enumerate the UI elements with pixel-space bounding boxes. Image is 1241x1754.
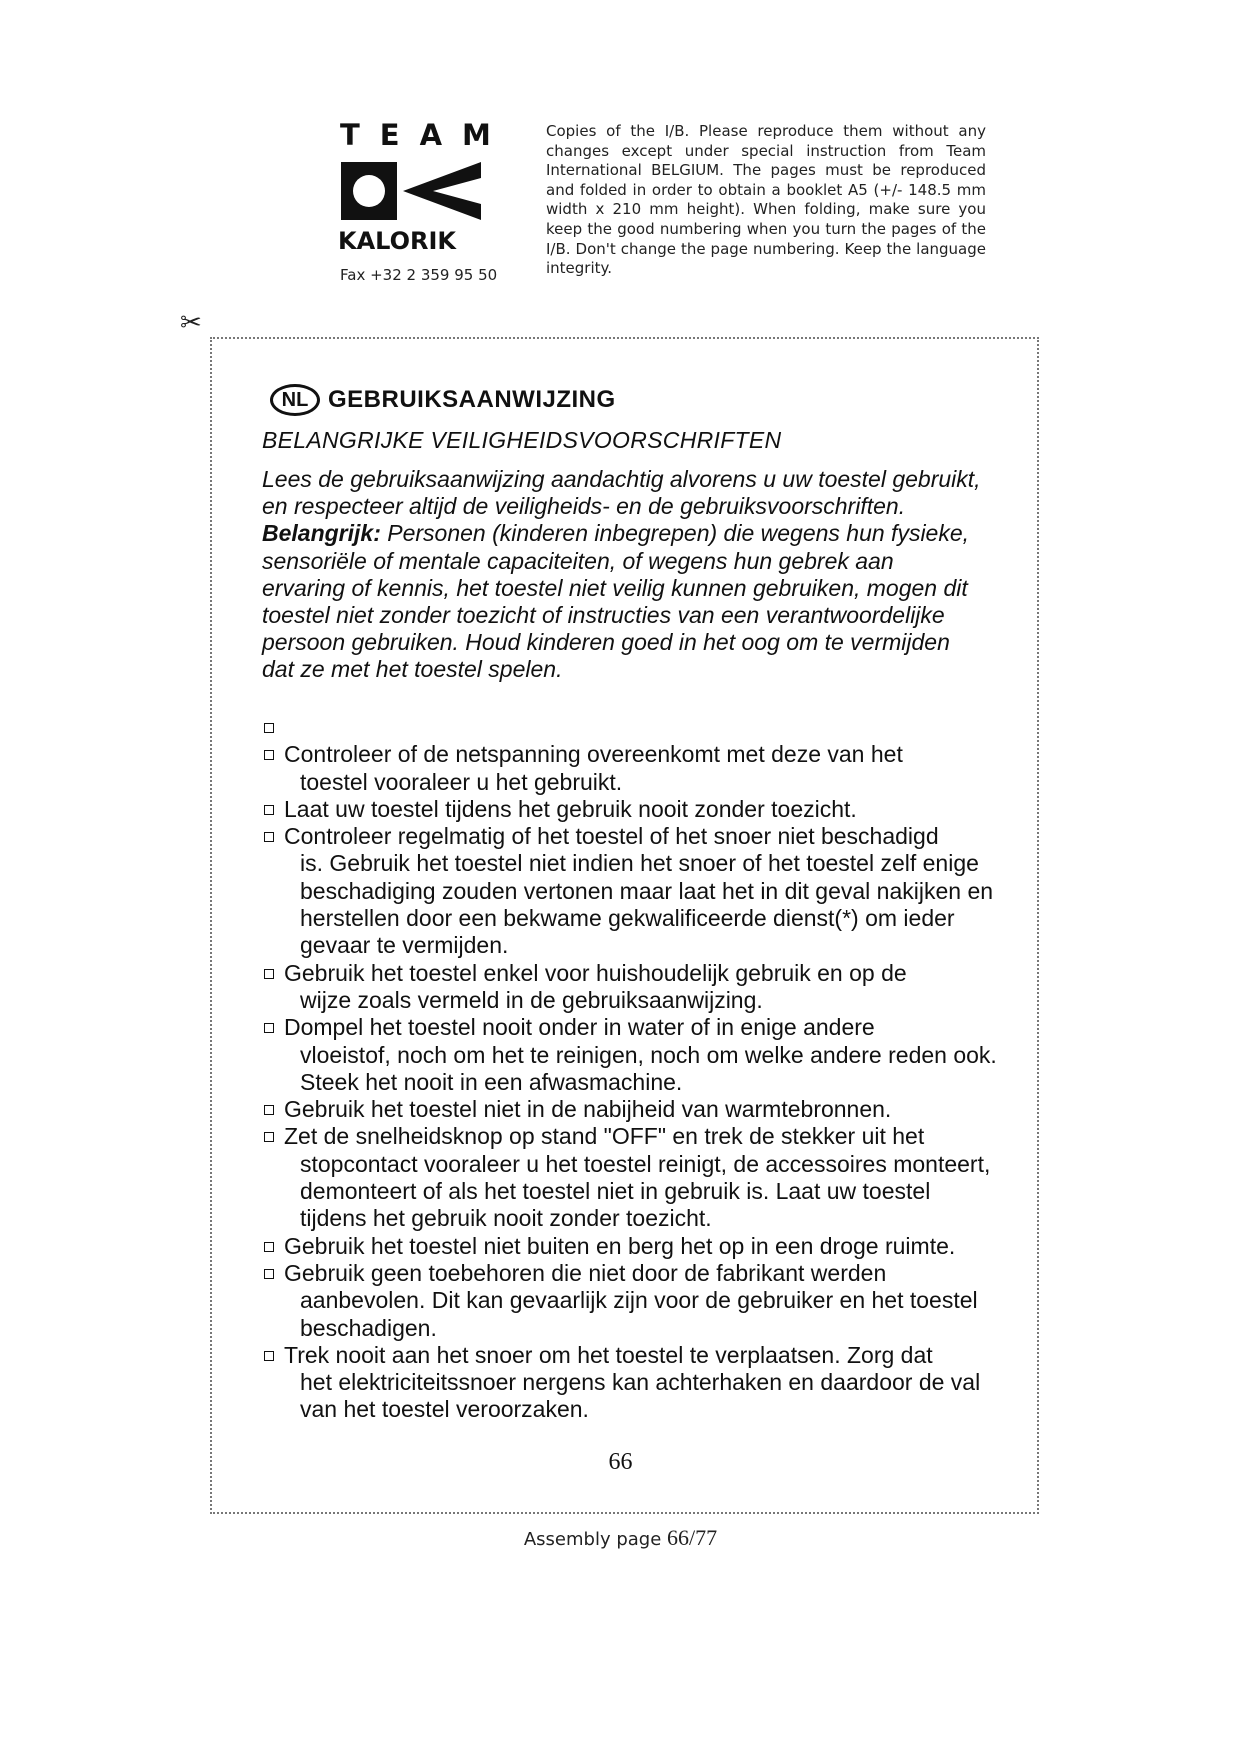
- copy-instructions: Copies of the I/B. Please reproduce them without any changes except under special instruction from Team International BELGIUM. The pages must be reproduced and folded in order to obtain a booklet A5 (+/- 148.5 mm width x 210 mm height). When folding, make sure you keep the good numbering when you turn the pages of the I/B. Don't change the page numbering. Keep the language integrity.: [546, 122, 986, 278]
- checkbox-bullet-icon: [264, 1269, 274, 1279]
- list-item: Gebruik geen toebehoren die niet door de fabrikant werden aanbevolen. Dit kan gevaarlijk zijn voor de gebruiker en het toestel beschadigen.: [262, 1260, 1002, 1342]
- checkbox-bullet-icon: [264, 1242, 274, 1252]
- page-title: GEBRUIKSAANWIJZING: [328, 386, 616, 413]
- list-item: Zet de snelheidsknop op stand "OFF" en trek de stekker uit het stopcontact vooraleer u het toestel reinigt, de accessoires monteert, demonteert of als het toestel niet in gebruik is. Laat uw toestel tijdens het gebruik nooit zonder toezicht.: [262, 1123, 1002, 1232]
- checkbox-bullet-icon: [264, 723, 274, 733]
- important-paragraph: [262, 520, 982, 683]
- checkbox-bullet-icon: [264, 1023, 274, 1033]
- checkbox-bullet-icon: [264, 969, 274, 979]
- checkbox-bullet-icon: [264, 1351, 274, 1361]
- list-item: Laat uw toestel tijdens het gebruik nooit zonder toezicht.: [262, 796, 1002, 823]
- list-item: Gebruik het toestel niet buiten en berg het op in een droge ruimte.: [262, 1233, 1002, 1260]
- list-item: Trek nooit aan het snoer om het toestel te verplaatsen. Zorg dat het elektriciteitssnoer nergens kan achterhaken en daardoor de val van het toestel veroorzaken.: [262, 1342, 1002, 1424]
- logo-kalorik-word: KALORIK: [338, 227, 457, 255]
- checkbox-bullet-icon: [264, 750, 274, 760]
- important-label: Belangrijk:: [262, 520, 381, 547]
- list-item: Controleer of de netspanning overeenkomt met deze van het toestel vooraleer u het gebruikt.: [262, 741, 1002, 796]
- intro-paragraph: Lees de gebruiksaanwijzing aandachtig alvorens u uw toestel gebruikt, en respecteer altijd de veiligheids- en de gebruiksvoorschriften.: [262, 466, 981, 520]
- checkbox-bullet-icon: [264, 1132, 274, 1142]
- logo-team-word: TEAM: [340, 118, 511, 152]
- page-number: 66: [608, 1449, 633, 1475]
- checkbox-bullet-icon: [264, 805, 274, 815]
- assembly-number: 66/77: [667, 1525, 718, 1550]
- intro-text-block: [262, 466, 982, 684]
- list-item: Dompel het toestel nooit onder in water of in enige andere vloeistof, noch om het te reinigen, noch om welke andere reden ook. Steek het nooit in een afwasmachine.: [262, 1014, 1002, 1096]
- page-heading: [270, 382, 616, 418]
- assembly-page-label: [0, 1525, 1241, 1551]
- scissors-icon: ✂: [180, 307, 202, 337]
- assembly-label: Assembly page: [523, 1529, 668, 1550]
- team-kalorik-logo: [338, 118, 511, 255]
- list-item: Controleer regelmatig of het toestel of het snoer niet beschadigd is. Gebruik het toestel niet indien het snoer of het toestel zelf enige beschadiging zouden vertonen maar laat het in dit geval nakijken en herstellen door een bekwame gekwalificeerde dienst(*) om ieder gevaar te vermijden.: [262, 823, 1002, 959]
- safety-list: [262, 714, 1002, 1424]
- checkbox-bullet-icon: [264, 1105, 274, 1115]
- list-item: [262, 714, 1002, 741]
- kalorik-k-icon: [341, 160, 481, 222]
- important-text: Personen (kinderen inbegrepen) die wegens hun fysieke, sensoriële of mentale capaciteiten, of wegens hun gebrek aan ervaring of kennis, het toestel niet veilig kunnen gebruiken, mogen dit toestel niet zonder toezicht of instructies van een verantwoordelijke persoon gebruiken. Houd kinderen goed in het oog om te vermijden dat ze met het toestel spelen.: [262, 520, 970, 683]
- list-item: Gebruik het toestel niet in de nabijheid van warmtebronnen.: [262, 1096, 1002, 1123]
- checkbox-bullet-icon: [264, 832, 274, 842]
- list-item: Gebruik het toestel enkel voor huishoudelijk gebruik en op de wijze zoals vermeld in de gebruiksaanwijzing.: [262, 960, 1002, 1015]
- section-title: BELANGRIJKE VEILIGHEIDSVOORSCHRIFTEN: [262, 427, 782, 453]
- language-badge: NL: [270, 384, 320, 416]
- fax-number: Fax +32 2 359 95 50: [340, 266, 498, 284]
